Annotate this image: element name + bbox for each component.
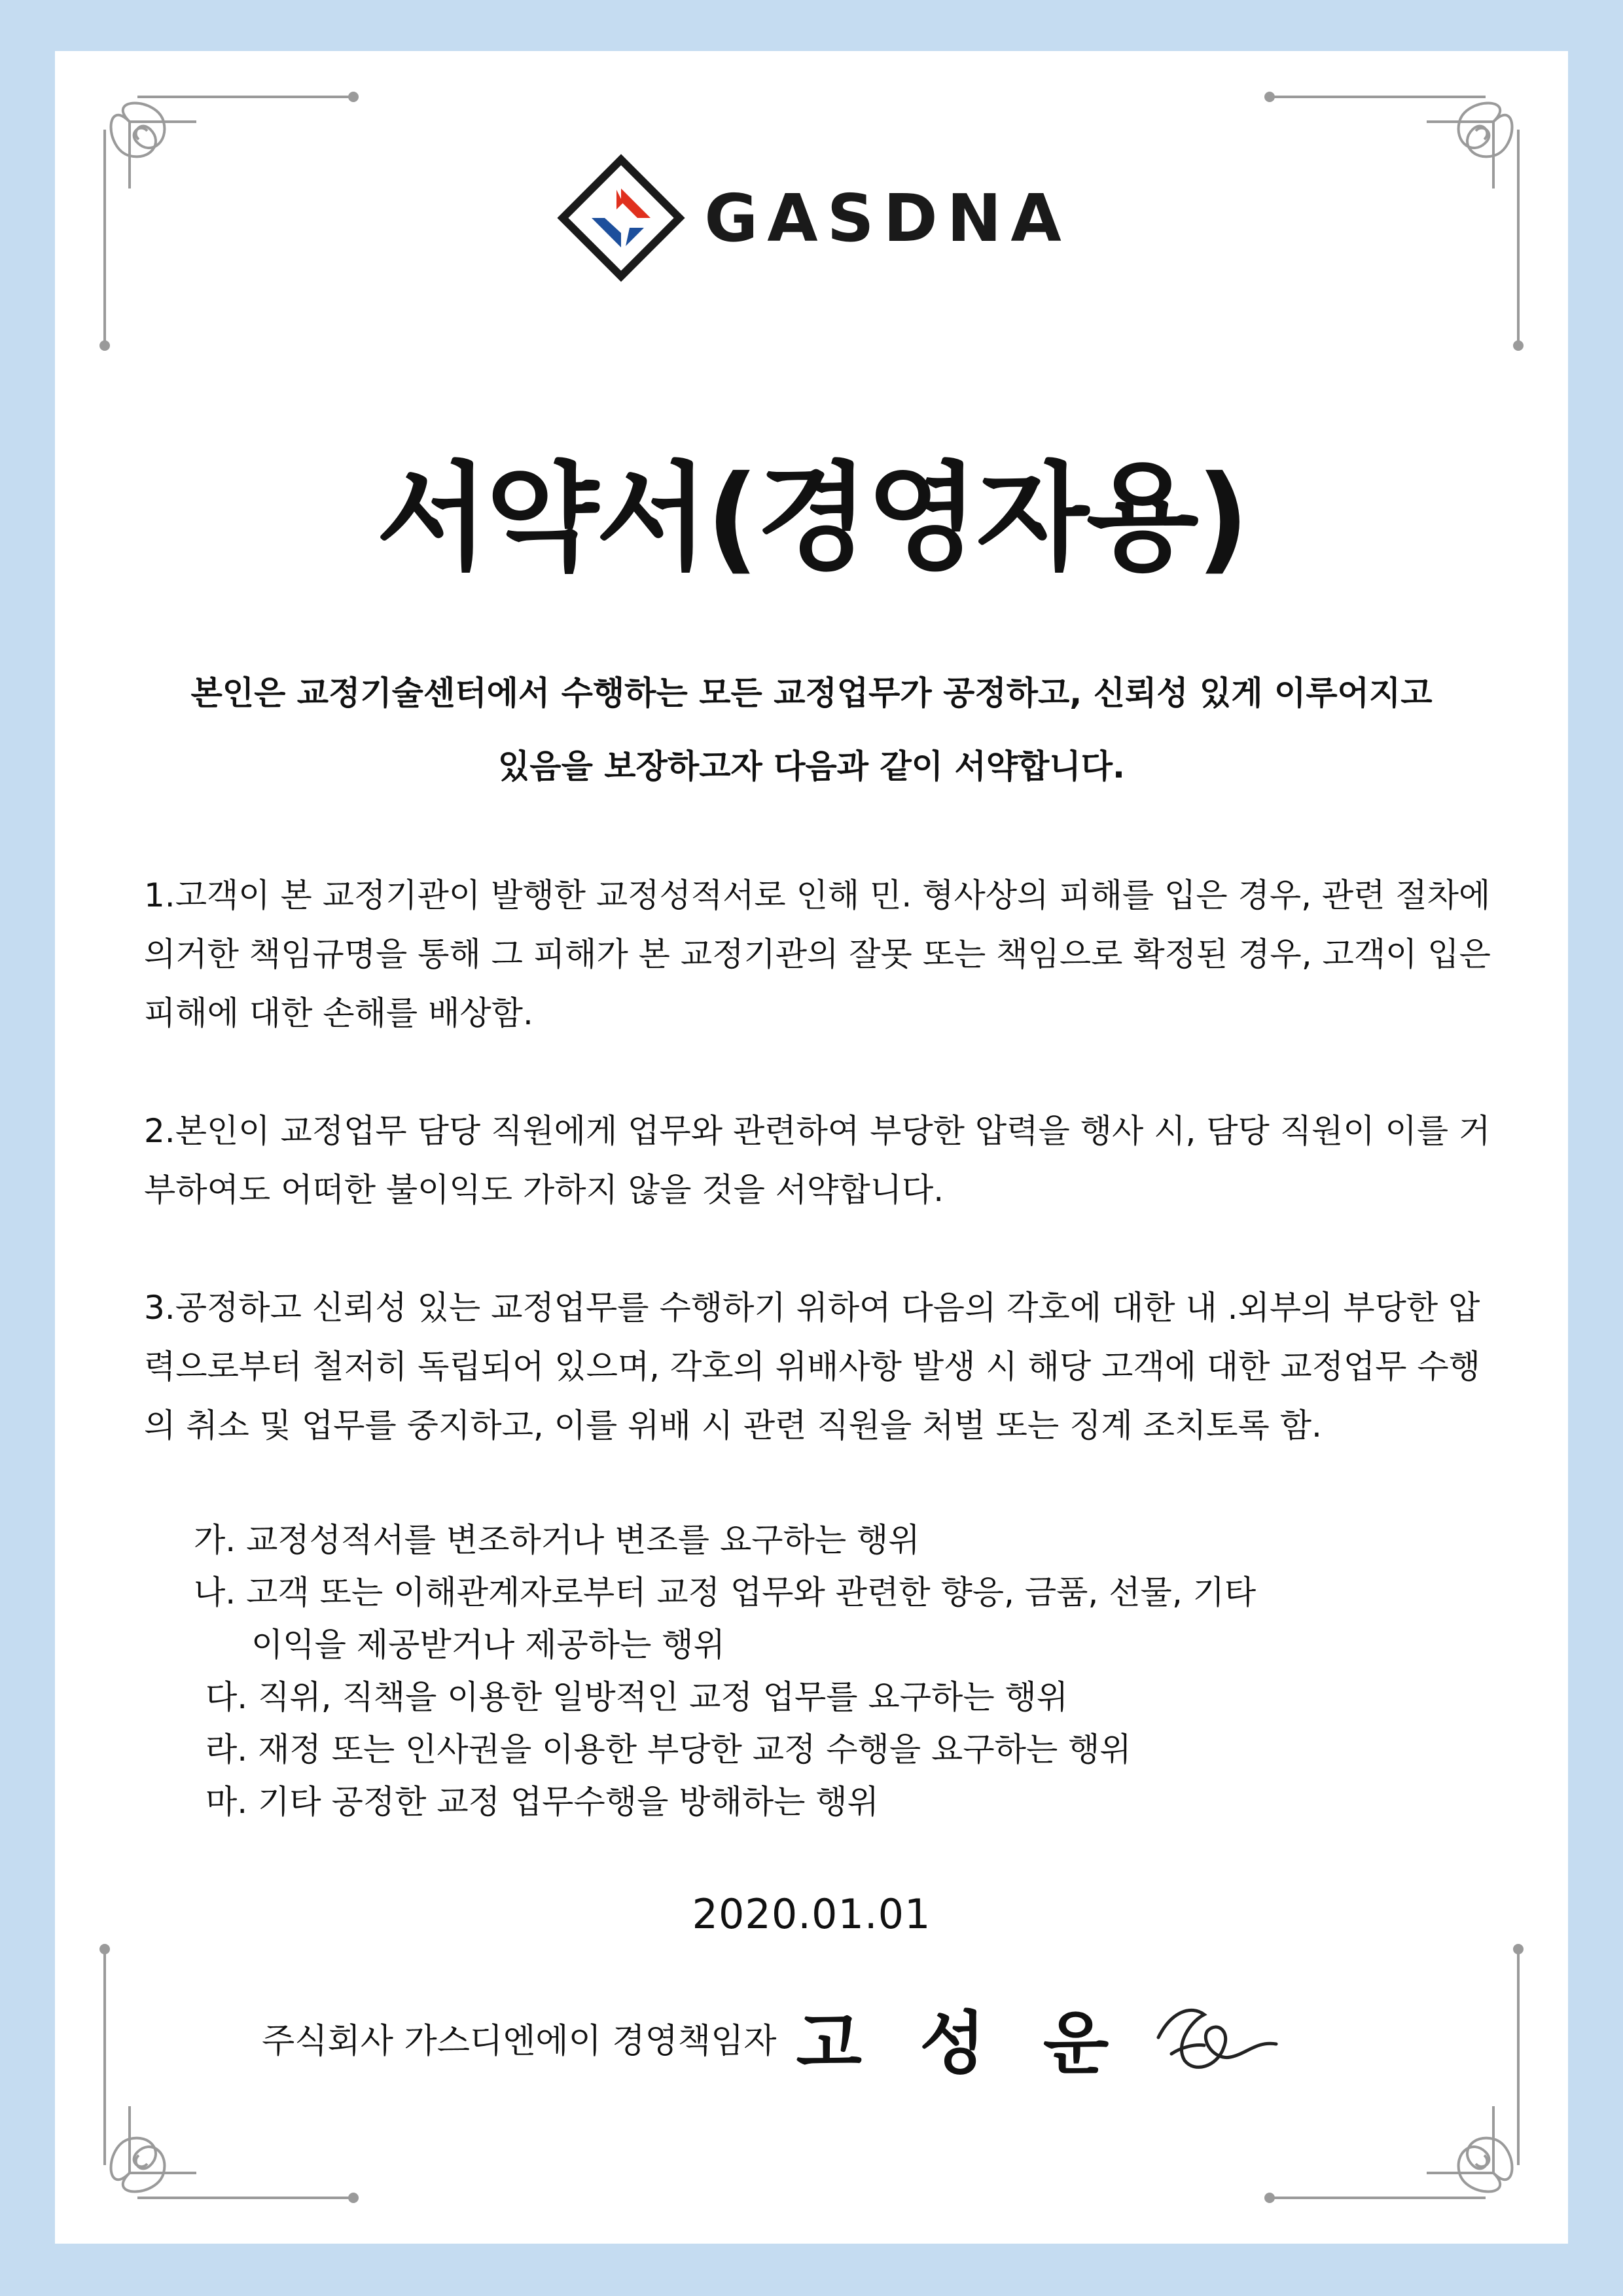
list-item: 마. 기타 공정한 교정 업무수행을 방해하는 행위 — [205, 1783, 879, 1821]
clause-3: 3.공정하고 신뢰성 있는 교정업무를 수행하기 위하여 다음의 각호에 대한 내 .외부의 부당한 압력으로부터 철저히 독립되어 있으며, 각호의 위배사항 발생 시 해당 고객에 대한 교정업무 수행의 취소 및 업무를 중지하고, 이를 위배 시 관련 직원을 처벌 또는 징계 조치토록 함. — [144, 1289, 1481, 1444]
pledge-date: 2020.01.01 — [692, 1890, 931, 1938]
intro-line: 본인은 교정기술센터에서 수행하는 모든 교정업무가 공정하고, 신뢰성 있게 이루어지고 — [190, 674, 1433, 712]
list-item: 나. 고객 또는 이해관계자로부터 교정 업무와 관련한 향응, 금품, 선물, 기타 — [194, 1573, 1257, 1611]
gasdna-logo-mark-icon — [552, 149, 690, 287]
pledge-clauses — [144, 866, 1503, 1514]
list-item-continuation: 이익을 제공받거나 제공하는 행위 — [251, 1626, 725, 1664]
certificate-sheet — [55, 51, 1568, 2244]
signature-block — [262, 1988, 1289, 2087]
signatory-name: 고 성 운 — [796, 2003, 1126, 2083]
list-item: 라. 재정 또는 인사권을 이용한 부당한 교정 수행을 요구하는 행위 — [205, 1731, 1132, 1768]
signatory-company-role: 주식회사 가스디엔에이 경영책임자 — [262, 2021, 777, 2061]
intro-line: 있음을 보장하고자 다음과 같이 서약합니다. — [497, 747, 1126, 785]
clause-1: 1.고객이 본 교정기관이 발행한 교정성적서로 인해 민. 형사상의 피해를 입은 경우, 관련 절차에 의거한 책임규명을 통해 그 피해가 본 교정기관의 잘못 또는 책임으로 확정된 경우, 고객이 입은 피해에 대한 손해를 배상함. — [144, 876, 1491, 1032]
document-title: 서약서(경영자용) — [376, 450, 1247, 586]
handwritten-signature — [1145, 1992, 1289, 2083]
company-logo — [55, 149, 1568, 287]
clause-2: 2.본인이 교정업무 담당 직원에게 업무와 관련하여 부당한 압력을 행사 시, 담당 직원이 이를 거부하여도 어떠한 불이익도 가하지 않을 것을 서약합니다. — [144, 1112, 1491, 1209]
prohibited-acts-list — [194, 1514, 1256, 1828]
list-item: 가. 교정성적서를 변조하거나 변조를 요구하는 행위 — [194, 1521, 920, 1559]
list-item: 다. 직위, 직책을 이용한 일방적인 교정 업무를 요구하는 행위 — [205, 1678, 1069, 1716]
intro-statement — [147, 656, 1476, 803]
corner-ornament-bottom-right — [1257, 1936, 1531, 2211]
logo-wordmark: GASDNA — [704, 179, 1071, 257]
